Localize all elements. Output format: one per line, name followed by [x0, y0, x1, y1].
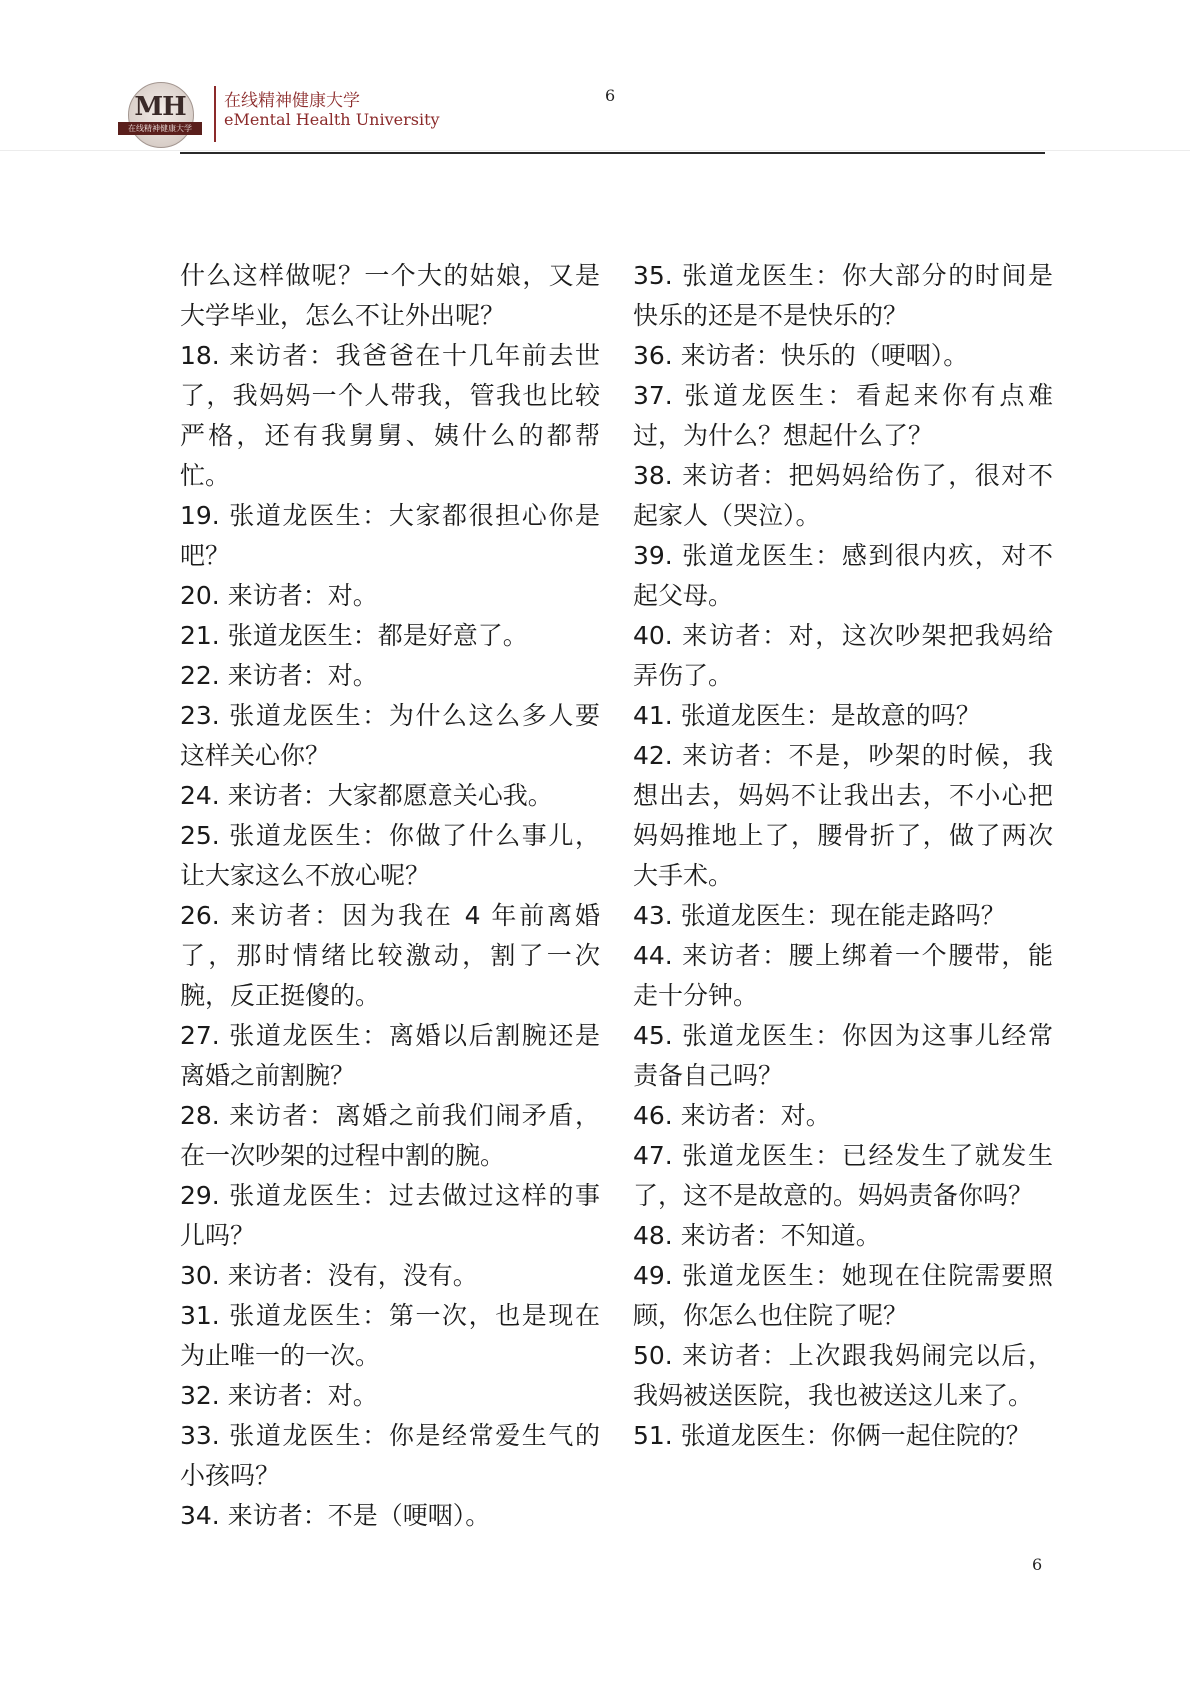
- transcript-paragraph: 40. 来访者：对，这次吵架把我妈给弄伤了。: [633, 621, 1053, 690]
- header-divider: [214, 86, 216, 142]
- right-column: [633, 256, 1053, 1456]
- left-column: [180, 256, 600, 1536]
- transcript-paragraph: 33. 张道龙医生：你是经常爱生气的小孩吗？: [180, 1421, 600, 1490]
- transcript-paragraph: 34. 来访者：不是（哽咽）。: [180, 1501, 491, 1530]
- transcript-paragraph: 43. 张道龙医生：现在能走路吗？: [633, 901, 1006, 930]
- transcript-paragraph: 35. 张道龙医生：你大部分的时间是快乐的还是不是快乐的？: [633, 261, 1053, 330]
- transcript-paragraph: 42. 来访者：不是，吵架的时候，我想出去，妈妈不让我出去，不小心把妈妈推地上了，腰骨折了，做了两次大手术。: [633, 741, 1053, 890]
- transcript-paragraph: 51. 张道龙医生：你俩一起住院的？: [633, 1421, 1031, 1450]
- transcript-paragraph: 19. 张道龙医生：大家都很担心你是吧？: [180, 501, 600, 570]
- transcript-paragraph: 39. 张道龙医生：感到很内疚，对不起父母。: [633, 541, 1053, 610]
- transcript-paragraph: 45. 张道龙医生：你因为这事儿经常责备自己吗？: [633, 1021, 1053, 1090]
- transcript-paragraph: 44. 来访者：腰上绑着一个腰带，能走十分钟。: [633, 941, 1053, 1010]
- header-rule: [180, 152, 1045, 154]
- transcript-paragraph: 32. 来访者：对。: [180, 1381, 378, 1410]
- transcript-paragraph: 29. 张道龙医生：过去做过这样的事儿吗？: [180, 1181, 600, 1250]
- university-logo: [118, 82, 202, 146]
- transcript-paragraph: 37. 张道龙医生：看起来你有点难过，为什么？想起什么了？: [633, 381, 1053, 450]
- transcript-paragraph: 50. 来访者：上次跟我妈闹完以后，我妈被送医院，我也被送这儿来了。: [633, 1341, 1053, 1410]
- transcript-paragraph: 20. 来访者：对。: [180, 581, 378, 610]
- transcript-paragraph: 27. 张道龙医生：离婚以后割腕还是离婚之前割腕？: [180, 1021, 600, 1090]
- brand-name-chinese: 在线精神健康大学: [224, 91, 360, 111]
- transcript-paragraph: 48. 来访者：不知道。: [633, 1221, 881, 1250]
- transcript-paragraph: 49. 张道龙医生：她现在住院需要照顾，你怎么也住院了呢？: [633, 1261, 1053, 1330]
- page-header: [0, 0, 1190, 160]
- transcript-paragraph: 25. 张道龙医生：你做了什么事儿，让大家这么不放心呢？: [180, 821, 600, 890]
- transcript-paragraph: 21. 张道龙医生：都是好意了。: [180, 621, 528, 650]
- transcript-paragraph: 46. 来访者：对。: [633, 1101, 831, 1130]
- footer-page-number: 6: [1032, 1555, 1043, 1574]
- brand-name-english: eMental Health University: [224, 110, 440, 129]
- transcript-paragraph: 23. 张道龙医生：为什么这么多人要这样关心你？: [180, 701, 600, 770]
- transcript-paragraph: 28. 来访者：离婚之前我们闹矛盾，在一次吵架的过程中割的腕。: [180, 1101, 600, 1170]
- transcript-paragraph: 18. 来访者：我爸爸在十几年前去世了，我妈妈一个人带我，管我也比较严格，还有我舅舅、姨什么的都帮忙。: [180, 341, 600, 490]
- transcript-paragraph: 什么这样做呢？一个大的姑娘，又是大学毕业，怎么不让外出呢？: [180, 261, 600, 330]
- transcript-paragraph: 22. 来访者：对。: [180, 661, 378, 690]
- transcript-paragraph: 30. 来访者：没有，没有。: [180, 1261, 478, 1290]
- logo-ribbon-text: 在线精神健康大学: [118, 122, 202, 135]
- transcript-paragraph: 31. 张道龙医生：第一次，也是现在为止唯一的一次。: [180, 1301, 600, 1370]
- transcript-paragraph: 36. 来访者：快乐的（哽咽）。: [633, 341, 969, 370]
- header-page-number: 6: [605, 86, 616, 105]
- logo-mh-text: MH: [134, 92, 186, 122]
- transcript-paragraph: 24. 来访者：大家都愿意关心我。: [180, 781, 553, 810]
- header-shadow-line: [0, 150, 1190, 151]
- transcript-paragraph: 26. 来访者：因为我在 4 年前离婚了，那时情绪比较激动，割了一次腕，反正挺傻的。: [180, 901, 600, 1010]
- transcript-paragraph: 38. 来访者：把妈妈给伤了，很对不起家人（哭泣）。: [633, 461, 1053, 530]
- transcript-paragraph: 41. 张道龙医生：是故意的吗？: [633, 701, 981, 730]
- transcript-paragraph: 47. 张道龙医生：已经发生了就发生了，这不是故意的。妈妈责备你吗？: [633, 1141, 1053, 1210]
